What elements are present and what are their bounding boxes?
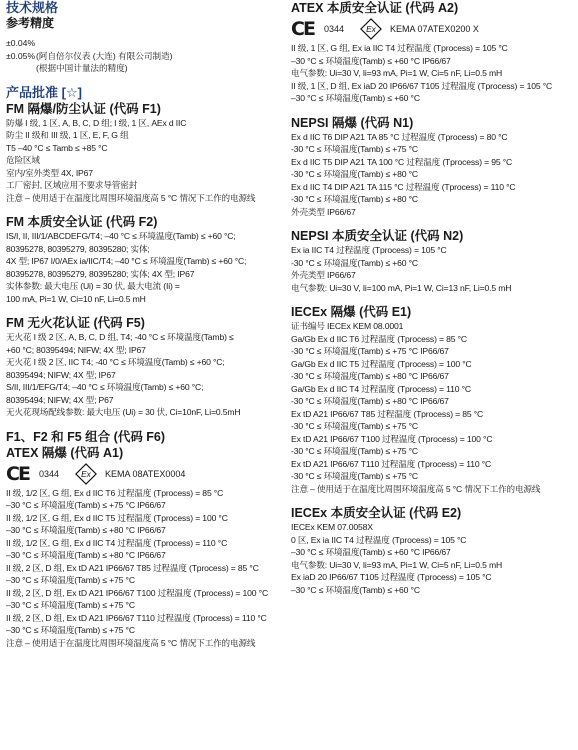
nepsi-n1-title: NEPSI 隔爆 (代码 N1) [291,115,414,130]
spec-line: -30 °C ≤ 环境温度(Tamb) ≤ +80 °C [291,169,418,179]
iecex-e2-lines [291,521,573,596]
spec-line: +60 °C; 80395494; NIFW; 4X 型; IP67 [6,344,146,355]
spec-line: 4X 型; IP67 I/0/AEx ia/IIC/T4; –40 °C ≤ 环境温度(Tamb) ≤ +60 °C; [6,256,247,266]
spec-line: 防爆 I 级, 1 区, A, B, C, D 组; I 级, 1 区, AEx d IIC [6,117,187,128]
spec-line: 外壳类型 IP66/67 [291,270,356,280]
nepsi-n2-title: NEPSI 本质安全认证 (代码 N2) [291,229,464,243]
spec-line: 注意 – 使用适于在温度比周围环境温度高 5 °C 情况下工作的电源线 [291,483,541,494]
spec-line: -30 °C ≤ 环境温度(Tamb) ≤ +75 °C [291,421,418,431]
spec-line: Ga/Gb Ex d IIC T4 过程温度 (Tprocess) = 110 °C [291,383,471,394]
spec-line: 工厂密封, 区域应用不要求导管密封 [6,180,138,190]
spec-line: II 级, 1 区, D 组, Ex iaD 20 IP66/67 T105 过程温度 (Tprocess) = 105 °C [291,80,553,91]
fm-f5-title: FM 无火花认证 (代码 F5) [6,316,145,330]
spec-line: 注意 – 使用适于在温度比周围环境温度高 5 °C 情况下工作的电源线 [6,192,256,203]
spec-line: –30 °C ≤ 环境温度(Tamb) ≤ +80 °C IP66/67 [6,550,166,560]
ce-number: 0344 [38,468,59,479]
ce-mark-icon: CE [291,18,314,40]
spec-line: –30 °C ≤ 环境温度(Tamb) ≤ +60 °C [291,93,420,103]
spec-line: 无火花现场配线参数: 最大电压 (Ui) = 30 伏, Ci=10nF, Li=0.5mH [6,407,241,417]
spec-line: 80395494; NIFW; 4X 型; P67 [6,394,114,405]
spec-line: IS/I, II, III/1/ABCDEFG/T4; –40 °C ≤ 环境温度(Tamb) ≤ +60 °C; [6,231,236,241]
spec-line: -30 °C ≤ 环境温度(Tamb) ≤ +80 °C IP66/67 [291,371,449,381]
spec-line: II 级, 1/2 区, G 组, Ex d IIC T5 过程温度 (Tprocess) = 100 °C [6,512,228,523]
spec-line: 实体参数: 最大电压 (Ui) = 30 伏, 最大电流 (Ii) = [6,281,180,291]
spec-line: 80395278, 80395279, 80395280; 实体; [6,243,150,254]
iecex-e2-title: IECEx 本质安全认证 (代码 E2) [291,506,462,520]
accuracy-title: 参考精度 [6,16,55,30]
spec-line: Ex iaD 20 IP66/67 T105 过程温度 (Tprocess) = 105 °C [291,572,492,582]
atex-a2-title: ATEX 本质安全认证 (代码 A2) [291,1,459,15]
spec-line: Ex d IIC T6 DIP A21 TA 85 °C 过程温度 (Tprocess) = 80 °C [291,131,508,142]
spec-line: 无火花 I 级 2 区, IIC T4; -40 °C ≤ 环境温度(Tamb) ≤ +60 °C; [6,357,225,367]
spec-line: 0 区, Ex ia IIC T4 过程温度 (Tprocess) = 105 °C [291,534,467,545]
atex-a1-lines [6,487,288,650]
ex-hexagon-icon [360,18,382,40]
ce-mark-icon: CE [6,462,29,485]
iecex-e1-lines [291,320,573,495]
spec-line: –30 °C ≤ 环境温度(Tamb) ≤ +60 °C IP66/67 [291,547,451,557]
spec-line: 电气参数: Ui=30 V, Ii=93 mA, Pi=1 W, Ci=5 nF, Li=0.5 mH [291,559,503,570]
spec-line: 证书编号 IECEx KEM 08.0001 [291,321,404,331]
nepsi-n1-lines [291,131,573,219]
spec-line: -30 °C ≤ 环境温度(Tamb) ≤ +80 °C [291,194,418,204]
spec-line: Ga/Gb Ex d IIC T6 过程温度 (Tprocess) = 85 °C [291,333,467,344]
spec-line: II 级, 2 区, D 组, Ex tD A21 IP66/67 T110 过程温度 (Tprocess) = 110 °C [6,612,267,623]
spec-line: Ex d IIC T4 DIP A21 TA 115 °C 过程温度 (Tprocess) = 110 °C [291,181,516,192]
fm-f2-lines [6,230,288,305]
svg-text:Ex: Ex [366,25,376,35]
spec-line: 无火花 I 级 2 区, A, B, C, D 组, T4; -40 °C ≤ 环境温度(Tamb) ≤ [6,332,234,342]
spec-line: 100 mA, Pi=1 W, Ci=10 nF, Li=0.5 mH [6,293,146,304]
atex-a2-marks [291,16,573,42]
accuracy-row: (根据中国计量法的精度) [36,63,128,73]
spec-line: S/II, III/1/EFG/T4; –40 °C ≤ 环境温度(Tamb) ≤ +60 °C; [6,382,204,392]
spec-line: 防尘 II 级和 III 级, 1 区, E, F, G 组 [6,130,129,140]
spec-line: –30 °C ≤ 环境温度(Tamb) ≤ +75 °C IP66/67 [6,500,166,510]
left-column [6,0,288,649]
atex-a2-lines [291,42,573,105]
spec-line: Ga/Gb Ex d IIC T5 过程温度 (Tprocess) = 100 °C [291,358,472,369]
svg-text:Ex: Ex [81,469,91,479]
spec-line: –30 °C ≤ 环境温度(Tamb) ≤ +75 °C [6,575,135,585]
spec-line: II 级, 2 区, D 组, Ex tD A21 IP66/67 T100 过程温度 (Tprocess) = 100 °C [6,587,269,598]
spec-line: II 级, 2 区, D 组, Ex tD A21 IP66/67 T85 过程温度 (Tprocess) = 85 °C [6,562,259,573]
atex-a1-marks [6,461,288,487]
spec-line: 室内/室外类型 4X, IP67 [6,167,93,178]
spec-line: Ex tD A21 IP66/67 T85 过程温度 (Tprocess) = 85 °C [291,408,484,419]
spec-line: Ex tD A21 IP66/67 T100 过程温度 (Tprocess) = 100 °C [291,433,493,444]
spec-line: -30 °C ≤ 环境温度(Tamb) ≤ +75 °C IP66/67 [291,346,449,356]
spec-line: IECEx KEM 07.0058X [291,522,373,532]
kema-certificate: KEMA 07ATEX0200 X [389,24,479,34]
spec-line: 危险区域 [6,155,40,165]
atex-a1-title: ATEX 隔爆 (代码 A1) [6,445,124,460]
spec-line: II 级, 1/2 区, G 组, Ex d IIC T6 过程温度 (Tprocess) = 85 °C [6,487,224,498]
spec-line: II 级, 1/2 区, G 组, Ex d IIC T4 过程温度 (Tprocess) = 110 °C [6,537,228,548]
spec-line: -30 °C ≤ 环境温度(Tamb) ≤ +80 °C IP66/67 [291,396,449,406]
kema-certificate: KEMA 08ATEX0004 [104,468,186,479]
spec-line: II 级, 1 区, G 组, Ex ia IIC T4 过程温度 (Tprocess) = 105 °C [291,43,508,53]
f6-title: F1、F2 和 F5 组合 (代码 F6) [6,429,166,444]
spec-line: Ex ia IIC T4 过程温度 (Tprocess) = 105 °C [291,245,447,255]
spec-line: –30 °C ≤ 环境温度(Tamb) ≤ +75 °C [6,625,135,635]
spec-line: 外壳类型 IP66/67 [291,206,356,217]
ce-number: 0344 [323,24,344,34]
approvals-title: 产品批准 [☆] [6,84,82,100]
fm-f1-title: FM 隔爆/防尘认证 (代码 F1) [6,101,161,116]
accuracy-row: ±0.04% [6,38,36,48]
nepsi-n2-lines [291,244,573,294]
spec-line: Ex d IIC T5 DIP A21 TA 100 °C 过程温度 (Tprocess) = 95 °C [291,156,513,167]
iecex-e1-title: IECEx 隔爆 (代码 E1) [291,305,412,319]
spec-line: 注意 – 使用适于在温度比周围环境温度高 5 °C 情况下工作的电源线 [6,637,256,648]
spec-line: 电气参数: Ui=30 V, Ii=100 mA, Pi=1 W, Ci=13 nF, Li=0.5 mH [291,282,512,293]
spec-line: -30 °C ≤ 环境温度(Tamb) ≤ +75 °C [291,144,418,154]
spec-line: Ex tD A21 IP66/67 T110 过程温度 (Tprocess) = 110 °C [291,458,492,469]
spec-line: T5 –40 °C ≤ Tamb ≤ +85 °C [6,142,108,153]
spec-line: -30 °C ≤ 环境温度(Tamb) ≤ +75 °C [291,446,418,456]
spec-line: –30 °C ≤ 环境温度(Tamb) ≤ +60 °C [291,584,420,595]
ex-hexagon-icon [75,463,97,485]
spec-line: -30 °C ≤ 环境温度(Tamb) ≤ +60 °C [291,257,418,268]
spec-line: 电气参数: Ui=30 V, Ii=93 mA, Pi=1 W, Ci=5 nF, Li=0.5 mH [291,68,503,78]
accuracy-row: ±0.05% (阿自倍尔仪表 (大连) 有限公司制造) [6,50,173,61]
fm-f5-lines [6,331,288,419]
spec-line: 80395494; NIFW; 4X 型; IP67 [6,369,116,380]
spec-line: –30 °C ≤ 环境温度(Tamb) ≤ +60 °C IP66/67 [291,55,451,66]
spec-line: 80395278, 80395279, 80395280; 实体; 4X 型; IP67 [6,268,195,279]
fm-f1-lines [6,117,288,205]
right-column [291,0,573,596]
specs-title: 技术规格 [6,0,59,15]
spec-line: –30 °C ≤ 环境温度(Tamb) ≤ +75 °C [6,600,135,610]
fm-f2-title: FM 本质安全认证 (代码 F2) [6,215,158,229]
spec-line: –30 °C ≤ 环境温度(Tamb) ≤ +80 °C IP66/67 [6,525,166,535]
spec-line: -30 °C ≤ 环境温度(Tamb) ≤ +75 °C [291,471,418,481]
